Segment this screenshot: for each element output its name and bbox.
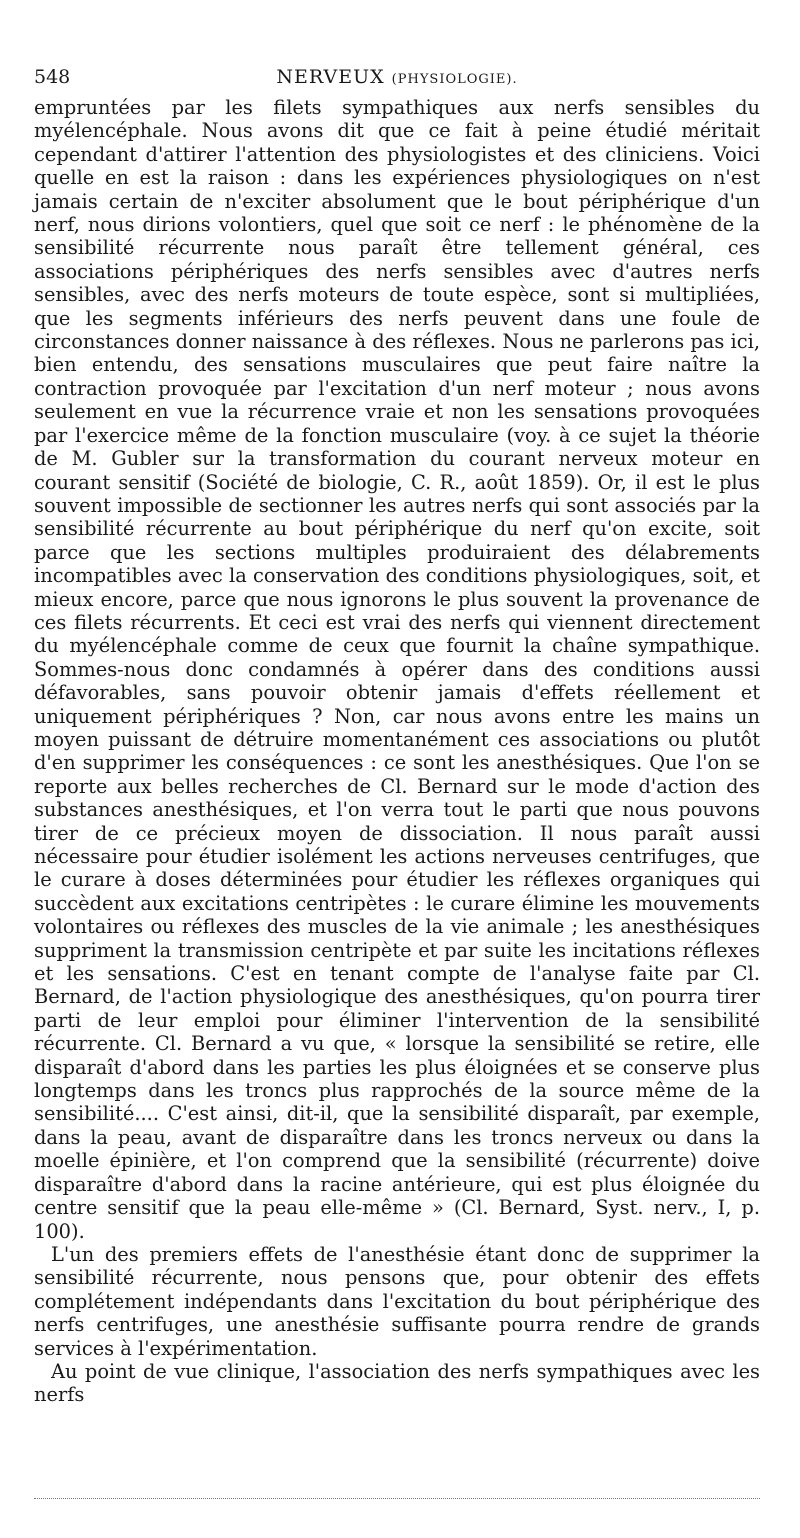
running-title-sub: (PHYSIOLOGIE). bbox=[391, 72, 518, 87]
paragraph: empruntées par les filets sympathiques aux nerfs sensibles du myélencéphale. Nous avons dit que ce fait à peine étudié méritait cependant d'attirer l'attention des physiologistes et des cliniciens. Voici quelle en est la raison : dans les expériences physiologiques on n'est jamais certain de n'exciter absolument que le bout périphérique d'un nerf, nous dirions volontiers, quel que soit ce nerf : le phénomène de la sensibilité récurrente nous paraît être tellement général, ces associations périphériques des nerfs sensibles avec d'autres nerfs sensibles, avec des nerfs moteurs de toute espèce, sont si multipliées, que les segments inférieurs des nerfs peuvent dans une foule de circonstances donner naissance à des réflexes. Nous ne parlerons pas ici, bien entendu, des sensations musculaires que peut faire naître la contraction provoquée par l'excitation d'un nerf moteur ; nous avons seulement en vue la récurrence vraie et non les sensations provoquées par l'exercice même de la fonction musculaire (voy. à ce sujet la théorie de M. Gubler sur la transformation du courant nerveux moteur en courant sensitif (Société de biologie, C. R., août 1859). Or, il est le plus souvent impossible de sectionner les autres nerfs qui sont associés par la sensibilité récurrente au bout périphérique du nerf qu'on excite, soit parce que les sections multiples produiraient des délabrements incompatibles avec la conservation des conditions physiologiques, soit, et mieux encore, parce que nous ignorons le plus souvent la provenance de ces filets récurrents. Et ceci est vrai des nerfs qui viennent directement du myélencéphale comme de ceux que fournit la chaîne sympathique. Sommes-nous donc condamnés à opérer dans des conditions aussi défavorables, sans pouvoir obtenir jamais d'effets réellement et uniquement périphériques ? Non, car nous avons entre les mains un moyen puissant de détruire momentanément ces associations ou plutôt d'en supprimer les conséquences : ce sont les anesthésiques. Que l'on se reporte aux belles recherches de Cl. Bernard sur le mode d'action des substances anesthésiques, et l'on verra tout le parti que nous pouvons tirer de ce précieux moyen de dissociation. Il nous paraît aussi nécessaire pour étudier isolément les actions nerveuses centrifuges, que le curare à doses déterminées pour étudier les réflexes organiques qui succèdent aux excitations centripètes : le curare élimine les mouvements volontaires ou réflexes des muscles de la vie animale ; les anesthésiques suppriment la transmission centripète et par suite les incitations réflexes et les sensations. C'est en tenant compte de l'analyse faite par Cl. Bernard, de l'action physiologique des anesthésiques, qu'on pourra tirer parti de leur emploi pour éliminer l'intervention de la sensibilité récurrente. Cl. Bernard a vu que, « lorsque la sensibilité se retire, elle disparaît d'abord dans les parties les plus éloignées et se conserve plus longtemps dans les troncs plus rapprochés de la source même de la sensibilité.... C'est ainsi, dit-il, que la sensibilité disparaît, par exemple, dans la peau, avant de disparaître dans les troncs nerveux ou dans la moelle épinière, et l'on comprend que la sensibilité (récurrente) doive disparaître d'abord dans la racine antérieure, qui est plus éloignée du centre sensitif que la peau elle-même » (Cl. Bernard, Syst. nerv., I, p. 100). bbox=[34, 96, 760, 1243]
running-title-main: NERVEUX bbox=[276, 66, 385, 88]
running-header bbox=[34, 60, 760, 94]
footer-rule bbox=[34, 1498, 760, 1499]
paragraph: Au point de vue clinique, l'association des nerfs sympathiques avec les nerfs bbox=[34, 1359, 760, 1407]
paragraph: L'un des premiers effets de l'anesthésie étant donc de supprimer la sensibilité récurrente, nous pensons que, pour obtenir des effets complétement indépendants dans l'excitation du bout périphérique des nerfs centrifuges, une anesthésie suffisante pourra rendre de grands services à l'expérimentation. bbox=[34, 1242, 760, 1360]
running-title bbox=[34, 66, 760, 88]
page-number: 548 bbox=[34, 66, 71, 88]
body-text bbox=[34, 96, 760, 1407]
